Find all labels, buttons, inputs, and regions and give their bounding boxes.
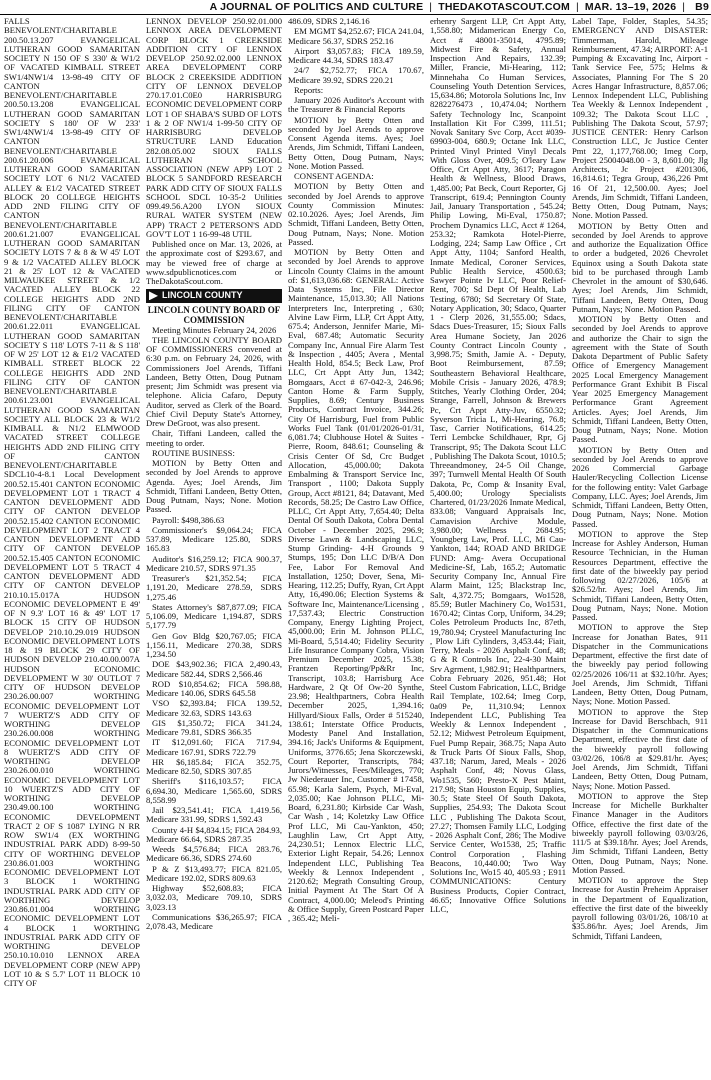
masthead-separator: |	[682, 1, 686, 13]
notice-paragraph: Highway $52,608.83; FICA 3,032.03, Medicare 709.10, SDRS 3,023.13	[146, 883, 282, 912]
notice-paragraph: Airport $3,057.83; FICA 189.59, Medicare 44.34, SDRS 183.47	[288, 45, 424, 65]
column-3	[288, 17, 424, 1080]
column-5	[572, 17, 708, 1080]
notice-paragraph: erhenry Sargent LLP, Crt Appt Atty, 1,558.80; Midamerican Energy Co, Acct # 48001-35014, 4795.89; Midwest Fire & Safety, Annual Inspection And Repairs, 132.39; Miller, Francie, Mi-Hearing, 112; Minnehaha Co Human Services, Counseling Youth Detention Services, 15,634.86; Motorola Solutions Inc, Inv 8282276473 , 10,474.04; Northern Safety Technology Inc, Scanpoint Installation Kit For C399, 111.51; Novak Sanitary Svc Corp, Acct #039-69903-004, 680.9; Octane Ink LLC, Printed Vinyl Printed Vinyl Decals With Gloss Over, 409.5; O'leary Law Office, Crt Appt Atty, 3617; Paragon Health & Wellness, Blood Draws, 1,485.00; Pat Beck, Court Reporter, Gj Transcript, 619.4; Pennington County Jail, January Transportation , 545.24; Philip Lowing, Mi-Eval, 1750.87; Prochem Dynamics LLC, Acct # 1264, 253.32; Ramkota Hotel-Pierre, Lodging, 224; Samp Law Office , Crt Appt Atty, 1104; Sanford Health, Inmate Medical, Coroner Services, Public Health Service, 4500.63; Sawyer Pointe Iv LLC, Poor Relief-Rent, 700; Sd Dept Of Health, Lab Testing, 6780; Sd Secretary Of State, Notary Application, 30; Sdaco, Quarter 1 - Clerp 2026, 31,555.00; Sdacs, Sdacs Dues-Treasurer, 15; Sioux Falls Area Humane Society, Jan 2026 County Contract Lincoln County , 3,998.75; Smith, Jamie A. - Deputy, Boot Reimbursement, 87.59; Southeastern Behavioral Healthcare, Mobile Crisis - January 2026, 478.9; Stitches, Yearly Clothing Order, 204; Strange, Farrell, Johnson & Brewers Pc, Crt Appt Atty-Juv, 6550.32; Syverson Tricia L, Mi-Hearing, 76.8; Tasc, Carrier Notifications, 614.25; Terri Lembcke Schildhauer, Rpr, Gj Transcript, 95; The Dakota Scout LLC , Publishing The Dakota Scout, 1010.5; Threeandmoney, 24-5 Oil Change, 397; Turnwell Mental Health Of South Dakota, Pc, Comp & Insanity Eval, 5,400.00; Urology Specialists Chartered, 01/23/2026 Inmate Medical, 833.08; Vanguard Appraisals Inc, Camavision Archive Module, 3,980.00; Wellness , 2684.95; Youngberg Law, Prof. LLC, Mi Cau-Yankton, 144; ROAD AND BRIDGE FUND: Amg- Avera Occupational Medicine-Sf, Lab, 165.2; Automatic Security Company Inc, Annual Fire Alarm Maint, 125; Blackstrap Inc, Salt, 4,372.75; Bomgaars, Wo1528, 85.59; Butler Machinery Co, Wo1531, 1670.42; Cintas Corp, Uniform, 34.29; Coles Petroleum Products Inc, 87eth, 19,780.94; Crysteel Manufacturing Inc , Plow Lift Cylinders, 3,453.44; Fiait, Terry, Meals - 2026 Asphalt Conf, 48; G & R Controls Inc, 22-4-30 Maint Srv Agrment, 1,982.91; Healthpartners, Cobra February 2026, 951.48; Hot Steel Custom Fabrication, LLC, Bridge Rail Template, 102.64; Imeg Corp, 0a09 Pe, 11,310.94; Lennox Independent LLC, Publishing Tea Weekly & Lennox Independent , 52.12; Midwest Petroleum Equipment, Fuel Pump Repair, 368.75; Napa Auto & Truck Parts Of Sioux Falls, Shop, 437.18; Narum, Jared, Meals - 2026 Asphalt Conf, 48; Novus Glass, Wo1535, 560; Presto-X Pest Maint, 217.98; Stan Houston Equip, Supplies, 30.5; State Steel Of South Dakota, Supplies, 254.93; The Dakota Scout LLC , Publishing The Dakota Scout, 27.27; Thomsen Family LLC, Lodging - 2026 Asphalt Conf, 286; The Modive Service Center, Wo1538, 25; Traffic Control Corporation , Flashing Beacons, 10,440.00; Two Way Solutions Inc, Wo15 40, 405.93 ; E911 COMMUNICATIONS: Century Business Products, Copier Contract, 46.65; Innovative Office Solutions LLC,	[430, 17, 566, 914]
notice-paragraph: Auditor's $16,259.12; FICA 900.37, Medicare 210.57, SDRS 971.35	[146, 553, 282, 573]
notice-paragraph: MOTION by Betty Otten and seconded by Joel Arends to approve and authorize the Chair to sign the agreement with the State of South Dakota Department of Public Safety Office of Emergency Management 2025 Local Emergency Management Performance Grant Exhibit B Fiscal Year 2025 Emergency Management Performance Grant Agreement Articles. Ayes; Joel Arends, Jim Schmidt, Tiffani Landeen, Betty Otten, Doug Putnam, Nays; None. Motion Passed.	[572, 314, 708, 445]
notice-paragraph: States Attorney's $87,877.09; FICA 5,106.09, Medicare 1,194.87, SDRS 5,177.79	[146, 601, 282, 631]
notice-paragraph: Reports:	[294, 84, 324, 95]
notice-paragraph: FALLS BENEVOLENT/CHARITABLE 200.50.13.207 EVANGELICAL LUTHERAN GOOD SAMARITAN SOCIETY N 150 OF S 330' & W1/2 OF VACATED KIMBALL STREET SW1/4NW1/4 13-98-49 CITY OF CANTON BENEVOLENT/CHARITABLE 200.50.13.208 EVANGELICAL LUTHERAN GOOD SAMARITAN SOCIETY S 180' OF W 233' SW1/4NW1/4 13-98-49 CITY OF CANTON BENEVOLENT/CHARITABLE 200.61.20.006 EVANGELICAL LUTHERAN GOOD SAMARITAN SOCIETY LOT 6 N1/2 VACATED ALLEY & E1/2 VACATED STREET BLOCK 20 COLLEGE HEIGHTS ADD 2ND FILING CITY OF CANTON BENEVOLENT/CHARITABLE 200.61.21.007 EVANGELICAL LUTHERAN GOOD SAMARITAN SOCIETY LOTS 7 & 8 & W 45' LOT 9 & 1/2 VACATED ALLEY BLOCK 21 & 25' LOT 12 & VACATED MILWAUKEE STREET & 1/2 VACATED ALLEY BLOCK 22 COLLEGE HEIGHTS ADD 2ND FILING CITY OF CANTON BENEVOLENT/CHARITABLE 200.61.22.011 EVANGELICAL LUTHERAN GOOD SAMARITAN SOCIETY S 118' LOTS 7-11 & S 118' OF W 25' LOT 12 & E1/2 VACATED KIMBALL STREET BLOCK 22 COLLEGE HEIGHTS ADD 2ND FILING CITY OF CANTON BENEVOLENT/CHARITABLE 200.61.23.001 EVANGELICAL LUTHERAN GOOD SAMARITAN SOCIETY ALL BLOCK 23 & W1/2 KIMBALL & N1/2 ELMWOOD VACATED STREET COLLEGE HEIGHTS ADD 2ND FILING CITY OF CANTON BENEVOLENT/CHARITABLE SDCL10-4-8.1 Local Development 200.52.15.401 CANTON ECONOMIC DEVELOPMENT LOT 1 TRACT 4 CANTON DEVELOPMENT ADD CITY OF CANTON DEVELOP 200.52.15.402 CANTON ECONOMIC DEVELOPMENT LOT 2 TRACT 4 CANTON DEVELOPMENT ADD CITY OF CANTON DEVELOP 200.52.15.405 CANTON ECONOMIC DEVELOPMENT LOT 5 TRACT 4 CANTON DEVELOPMENT ADD CITY OF CANTON DEVELOP 210.10.15.017A HUDSON ECONOMIC DEVELOPMENT E 49' OF N 9.3' LOT 16 & 49' LOT 17 BLOCK 15 CITY OF HUDSON DEVELOP 210.10.29.019 HUDSON ECONOMIC DEVELOPMENT LOTS 18 & 19 BLOCK 29 CITY OF HUDSON DEVELOP 210.40.00.007A HUDSON ECONOMIC DEVELOPMENT W 30' OUTLOT 7 CITY OF HUDSON DEVELOP 230.26.00.007 WORTHING ECONOMIC DEVELOPMENT LOT 7 WUERTZ'S ADD CITY OF WORTHING DEVELOP 230.26.00.008 WORTHING ECONOMIC DEVELOPMENT LOT 8 WUERTZ'S ADD CITY OF WORTHING DEVELOP 230.26.00.010 WORTHING ECONOMIC DEVELOPMENT LOT 10 WUERTZ'S ADD CITY OF WORTHING DEVELOP 230.49.00.100 WORTHING ECONOMIC DEVELOPMENT TRACT 2 OF S 1087' LYING N RR ROW SW1/4 (EX WORTHING INDUSTRIAL PARK ADD) 8-99-50 CITY OF WORTHING DEVELOP 230.86.01.003 WORTHING ECONOMIC DEVELOPMENT LOT 3 BLOCK 1 WORTHING INDUSTRIAL PARK ADD CITY OF WORTHING DEVELOP 230.86.01.004 WORTHING ECONOMIC DEVELOPMENT LOT 4 BLOCK 1 WORTHING INDUSTRIAL PARK ADD CITY OF WORTHING DEVELOP 250.10.10.010 LENNOX AREA DEVELOPMENT CORP (NEW APP) LOT 10 & S 5.7' LOT 11 BLOCK 10 CITY OF	[4, 17, 140, 988]
masthead-site: THEDAKOTASCOUT.COM	[438, 1, 570, 13]
column-4	[430, 17, 566, 1080]
notice-paragraph: MOTION by Betty Otten and seconded by Joel Arends to approve 2026 Commercial Garbage Hauler/Recycling Collection License for the following entity: Valet Garbage Company, LLC. Ayes; Joel Arends, Jim Schmidt, Tiffani Landeen, Betty Otten, Doug Putnam, Nays; None. Motion Passed.	[572, 444, 708, 529]
notice-paragraph: 486.09, SDRS 2,146.16	[288, 17, 370, 26]
masthead-tagline: A JOURNAL OF POLITICS AND CULTURE	[209, 1, 424, 13]
notice-paragraph: DOE $43,902.36; FICA 2,490.43, Medicare 582.44, SDRS 2,566.46	[146, 659, 282, 679]
notice-paragraph: Treasurer's $21,352.54; FICA 1,191.20, Medicare 278.59, SDRS 1,275.46	[146, 573, 282, 602]
legal-listing-continued	[146, 17, 282, 286]
notice-paragraph: Commissioner's $9,064.24; FICA 537.89, Medicare 125.80, SDRS 165.83	[146, 524, 282, 554]
county-section-banner	[146, 289, 282, 302]
page-masthead	[0, 0, 711, 15]
notice-paragraph: LENNOX DEVELOP 250.92.01.000 LENNOX AREA DEVELOPMENT CORP BLOCK 1 CREEKSIDE ADDITION CITY OF LENNOX DEVELOP 250.92.02.000 LENNOX AREA DEVELOPMENT CORP BLOCK 2 CREEKSIDE ADDITION CITY OF LENNOX DEVELOP 270.17.01.C0E0 HARRISBURG ECONOMIC DEVELOPMENT CORP LOT 1 OF SHABA'S SUBD OF LOTS 1 & 2 OF NW1/4 1-99-50 CITY OF HARRISBURG DEVELOP STRUCTURE LAND Education 282.08.05.002 SIOUX FALLS LUTHERAN SCHOOL ASSOCIATION (NEW APP) LOT 2 BLOCK 5 SANDFORD RESEARCH PARK ADD CITY OF SIOUX FALLS SCHOOL SDCL 10-35-2 Utilities 099.49.56.A200 LYON SIOUX RURAL WATER SYSTEM (NEW APP) TRACT 2 PETERSON'S ADD GOV'T LOT 1 16-99-48 UTIL	[146, 17, 282, 239]
notice-paragraph: MOTION by Betty Otten and seconded by Joel Arends to approve and authorize the Equalization Office to order a budgeted, 2026 Chevrolet Equinox using a South Dakota state bid to be purchased through Lamb Chevrolet in the amount of $30,646. Ayes; Joel Arends, Jim Schmidt, Tiffani Landeen, Betty Otten, Doug Putnam, Nays; None. Motion Passed.	[572, 220, 708, 314]
notice-paragraph: ROUTINE BUSINESS:	[152, 447, 235, 458]
masthead-date: MAR. 13–19, 2026	[584, 1, 677, 13]
notice-title: LINCOLN COUNTY BOARD OF COMMISSION	[147, 304, 281, 325]
notice-paragraph: MOTION by Betty Otten and seconded by Joel Arends to approve Lincoln County Claims in the amount of: $1,613,036.68: GENERAL: Active Data Systems Inc, File Director Maintenance, 15,013.30; All Nations Interpreters Inc, Interpreting , 630; Alvine Law Firm, LLP, Crt Appt Atty, 675.4; Anderson, Jennifer Marie, Mi-Eval, 687.48; Automatic Security Company Inc, Annual Fire Alarm Test & Inspection , 4405; Avera , Mental Health Hold, 854.5; Beck Law, Prof LLC, Crt Appt Atty Jun, 1342; Bomgaars, Acct # 67-042-3, 246.96; Canton Home & Farm Supply, Supplies, 8.69; Century Business Products, Contract Invoice, 344.26; City Of Harrisburg, Fuel from Public Works Fuel Tank (01/01/2026-01/31, 6,081.74; Clubhouse Hotel & Suites - Pierre, Room, 848.61; Counseling & Crisis Center Of Sd, Crc Budget Allocation, 45,000.00; Dakota Embalming & Transport Service Inc, Transport , 1100; Dakota Supply Group, Acct #8121, 84; Datavant, Med Records, 58.25; De Castro Law Office, PLLC, Crt Appt Atty, 7,654.40; Delta Dental Of South Dakota, Cobra Dental October - December 2025, 296.9; Diverse Lawn & Landscaping LLC, Stump Grinding- 4-H Grounds 9 Stumps, 195; Don LLC D/B/A Don Fee, Labor For Removal And Installation, 1250; Dover, Sena, Mi-Hearing, 112.25; Duffy, Ryan, Crt Appt Atty, 16,490.06; Election Systems & Software Inc, Maintenance/Licensing , 17,537.43; Electric Construction Company, Energy Lighting Project, 45,000.00; Erin M. Johnson PLLC, Mi-Board, 5,514.40; Fidelity Security Life Insurance Company Cobra, Vision Premium December 2025, 15.38; Frantzen Reporting/Pp&Rr Inc, Transcript, 103.8; Harrisburg Ace Hardware, 2 Qt Of Ow-20 Synthe, 23.98; Healthpartners, Cobra Health December 2025, 1,394.16; Hillyard/Sioux Falls, Order # 515240, 138.61; Interstate Office Products, Modesty Panel And Installation, 394.16; Jack's Uniforms & Equipment, Uniforms, 3776.65; Jena Skorczewski, Court Reporter, Transcripts, 784; Jurors/Witnesses, Fees/Mileages, 770; Jw Niederauer Inc, Customer # 17458, 65.98; Karla Salem, Psych, Mi-Eval, 2,035.00; Kae Johnson PLLC, Mi-Board, 6,231.80; Kirbside Car Wash, Car Wash , 14; Koletzky Law Office Prof LLC, Mi Cau-Yankton, 450; Laughlin Law, Crt Appt Atty, 24,230.51; Lennox Electric LLC, Exterior Light Repair, 54.26; Lennox Independent LLC, Publishing Tea Weekly & Lennox Independent , 2120.62; Megrath Consulting Group, Initial Payment At The Start Of A Contract, 4,000.00; Meleod's Printing & Office Supply, Green Postcard Paper , 365.42; Meli-	[288, 247, 424, 923]
notice-paragraph: P & Z $13,493.77; FICA 821.05, Medicare 192.02, SDRS 809.63	[146, 863, 282, 883]
masthead-separator: |	[575, 1, 579, 13]
notice-paragraph: Jail $23,541.41; FICA 1,419.56, Medicare 331.99, SDRS 1,592.43	[146, 805, 282, 825]
notice-paragraph: ROD $10,854.62; FICA 598.88, Medicare 140.06, SDRS 645.58	[146, 678, 282, 698]
masthead-separator: |	[429, 1, 433, 13]
notice-paragraph: Payroll: $498,386.63	[152, 514, 225, 525]
county-banner-label: LINCOLN COUNTY	[162, 290, 243, 301]
notice-paragraph: HR $6,185.84; FICA 352.75, Medicare 82.50, SDRS 307.85	[146, 756, 282, 776]
notice-paragraph: Communications $36,265.97; FICA 2,078.43, Medicare	[146, 911, 282, 931]
notice-paragraph: VSO $2,393.84; FICA 139.52, Medicare 32.63, SDRS 143.63	[146, 698, 282, 718]
notice-paragraph: CONSENT AGENDA:	[294, 171, 374, 181]
notice-paragraph: EM MGMT $4,252.67; FICA 241.04, Medicare 56.37, SDRS 252.16	[288, 26, 424, 46]
page-number: B9	[695, 1, 709, 13]
notice-paragraph: MOTION to approve the Step Increase for Jonathan Bates, 911 Dispatcher in the Communications Department, effective the first date of the biweekly pay period following 02/25/2026 106/11 at $32.10/hr. Ayes; Joel Arends, Jim Schmidt, Tiffani Landeen, Betty Otten, Doug Putnam, Nays; None. Motion Passed.	[572, 622, 708, 707]
notice-paragraph: MOTION by Betty Otten and seconded by Joel Arends to approve Agenda. Ayes; Joel Arends, Jim Schmidt, Tiffani Landeen, Betty Otten, Doug Putnam, Nays; None. Motion Passed.	[146, 458, 282, 515]
notice-columns	[4, 17, 708, 1080]
notice-paragraph: MOTION to approve the Step Increase for Ashley Anderson, Human Resource Technician, in the Human Resources Department, effective the first date of the biweekly pay period following 02/27/2026, 105/6 at $26.52/hr. Ayes; Joel Arends, Jim Schmidt, Tiffani Landeen, Betty Otten, Doug Putnam, Nays; None. Motion Passed.	[572, 528, 708, 622]
notice-paragraph: GIS $1,350.72; FICA 341.24, Medicare 79.81, SDRS 366.35	[146, 717, 282, 737]
notice-paragraph: County 4-H $4,834.15; FICA 284.93, Medicare 66.64, SDRS 287.35	[146, 824, 282, 844]
notice-paragraph: Chair, Tiffani Landeen, called the meeting to order.	[146, 428, 282, 448]
notice-paragraph: January 2026 Auditor's Account with the Treasurer & Financial Reports	[288, 95, 424, 115]
notice-paragraph: Sheriff's $116,103.57; FICA 6,694.30, Medicare 1,565.60, SDRS 8,558.99	[146, 776, 282, 805]
notice-paragraph: Published once on Mar. 13, 2026, at the approximate cost of $293.67, and may be viewed free of charge at www.sdpublicnotices.com or TheDakotaScout.com.	[146, 239, 282, 286]
notice-paragraph: Weeds $4,576.84; FICA 283.76, Medicare 66.36, SDRS 274.60	[146, 844, 282, 864]
notice-paragraph: THE LINCOLN COUNTY BOARD OF COMMISSIONERS convened at 6:30 p.m. on February 24, 2026, with Commissioners Joel Arends, Tiffani Landeen, Betty Otten, Doug Putnam present; Jim Schmidt was present via telephone. Alicia Cafaro, Deputy Auditor, served as Clerk of the Board. Chief Civil Deputy State's Attorney, Drew DeGroot, was also present.	[146, 334, 282, 428]
section-arrow-icon	[149, 291, 158, 300]
notice-paragraph: 24/7 $2,752.77; FICA 170.67, Medicare 39.92, SDRS 220.21	[288, 65, 424, 85]
notice-paragraph: Meeting Minutes February 24, 2026	[152, 324, 277, 335]
notice-paragraph: MOTION by Betty Otten and seconded by Joel Arends to approve Consent Agenda items. Ayes; Joel Arends, Jim Schmidt, Tiffani Landeen, Betty Otten, Doug Putnam, Nays; None. Motion Passed.	[288, 114, 424, 171]
notice-paragraph: MOTION by Betty Otten and seconded by Joel Arends to approve County Commission Minutes: 02.10.2026. Ayes; Joel Arends, Jim Schmidt, Tiffani Landeen, Betty Otten, Doug Putnam, Nays; None. Motion Passed.	[288, 181, 424, 247]
column-2	[146, 17, 282, 1080]
meeting-minutes	[146, 326, 282, 932]
notice-paragraph: MOTION to approve the Step Increase for Austin Preheim Appraiser in the Department of Equalization, effective the first date of the biweekly payroll following 03/01/26, 108/10 at $35.86/hr. Ayes; Joel Arends, Jim Schmidt, Tiffani Landeen,	[572, 875, 708, 941]
notice-paragraph: Gen Gov Bldg $20,767.05; FICA 1,156.11, Medicare 270.38, SDRS 1,234.50	[146, 630, 282, 659]
notice-paragraph: Label Tape, Folder, Staples, 54.35; EMERGENCY AND DISASTER: Timmerman, Harold, Mileage Reimbursement, 47.34; AIRPORT: A-1 Pumping & Excavating Inc, Airport - Tank Service Fee, 575; Helms & Associates, Planning For The S 20 Acres Hangar Infrastructure, 8,857.06; Lennox Independent LLC, Publishing Tea Weekly & Lennox Independent , 109.32; The Dakota Scout LLC , Publishing The Dakota Scout, 57.97; JUSTICE CENTER: Henry Carlson Construction LLC, Jc Justice Center Pmt 22, 1,177,768.00; Imeg Corp, Project 25004048.00 - 3, 8,601.00; Jlg Architects, Jc Project #201306, 16,814.61; Tegra Group, 436,226 Pmt 16 Of 21, 12,500.00. Ayes; Joel Arends, Jim Schmidt, Tiffani Landeen, Betty Otten, Doug Putnam, Nays; None. Motion Passed.	[572, 17, 708, 221]
notice-paragraph: MOTION to approve the Step Increase for David Berschbach, 911 Dispatcher in the Communications Department, effective the first date of the biweekly payroll following 03/02/26, 106/8 at $29.81/hr. Ayes; Joel Arends, Jim Schmidt, Tiffani Landeen, Betty Otten, Doug Putnam, Nays; None. Motion Passed.	[572, 706, 708, 791]
column-1	[4, 17, 140, 1080]
notice-paragraph: MOTION to approve the Step Increase for Michelle Burkhalter Finance Manager in the Auditors Office, effective the first date of the biweekly payroll following 03/03/26, 111/5 at $39.18/hr. Ayes; Joel Arends, Jim Schmidt, Tiffani Landeen, Betty Otten, Doug Putnam, Nays; None. Motion Passed.	[572, 790, 708, 875]
notice-paragraph: IT $12,091.60; FICA 717.94, Medicare 167.91, SDRS 722.79	[146, 737, 282, 757]
